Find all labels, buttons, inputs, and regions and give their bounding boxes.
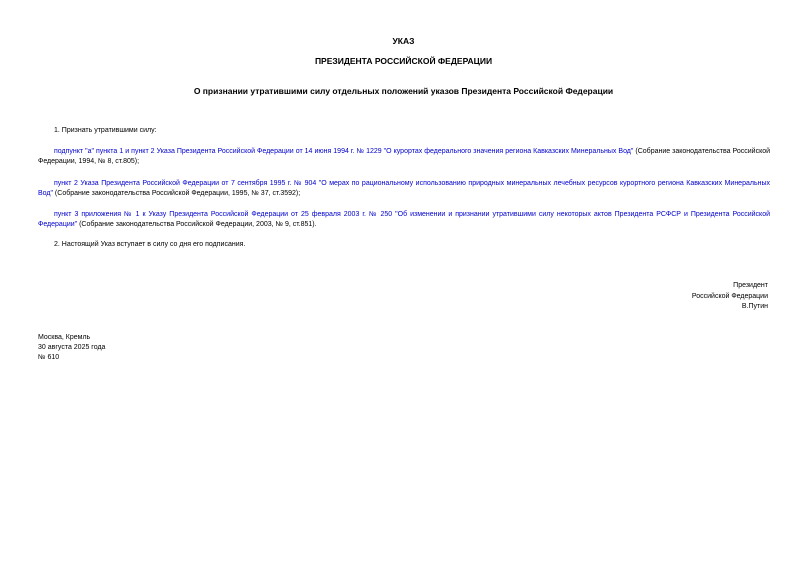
issuer-heading: ПРЕЗИДЕНТА РОССИЙСКОЙ ФЕДЕРАЦИИ [314, 56, 493, 66]
clause-a-paragraph [38, 147, 770, 167]
clause-c-source: (Собрание законодательства Российской Федерации, 2003, № 9, ст.851). [77, 221, 317, 228]
clause-a-source: (Собрание законодательства Российской Федерации, 1994, № 8, ст.805); [38, 148, 771, 165]
signatory-name: В.Путин [741, 303, 768, 310]
document-type-heading: УКАЗ [392, 36, 415, 46]
signatory-title: Президент [733, 282, 768, 289]
signing-date: 30 августа 2025 года [38, 344, 106, 351]
document-subject-heading: О признании утратившими силу отдельных положений указов Президента Российской Федерации [193, 86, 614, 96]
item-2-paragraph: 2. Настоящий Указ вступает в силу со дня его подписания. [54, 241, 246, 248]
clause-b-paragraph [38, 179, 770, 199]
signatory-office: Российской Федерации [691, 293, 768, 300]
signing-place: Москва, Кремль [38, 334, 91, 341]
item-1-intro: 1. Признать утратившими силу: [54, 127, 157, 134]
clause-a-link[interactable]: подпункт "а" пункта 1 и пункт 2 Указа Президента Российской Федерации от 14 июня 1994 г. № 1229 "О курортах федерального значения региона Кавказских Минеральных Вод" [54, 148, 634, 155]
clause-c-paragraph [38, 210, 770, 230]
clause-b-link[interactable]: пункт 2 Указа Президента Российской Федерации от 7 сентября 1995 г. № 904 "О мерах по рациональному использованию природных минеральных лечебных ресурсов курортного региона Кавказских Минеральных Вод" [38, 180, 770, 197]
clause-b-source: (Собрание законодательства Российской Федерации, 1995, № 37, ст.3592); [52, 190, 301, 197]
document-number: № 610 [38, 354, 60, 361]
clause-c-link[interactable]: пункт 3 приложения № 1 к Указу Президента Российской Федерации от 25 февраля 2003 г. № 250 "Об изменении и признании утратившими силу некоторых актов Президента РСФСР и Президента Российской Федерации" [38, 211, 770, 228]
